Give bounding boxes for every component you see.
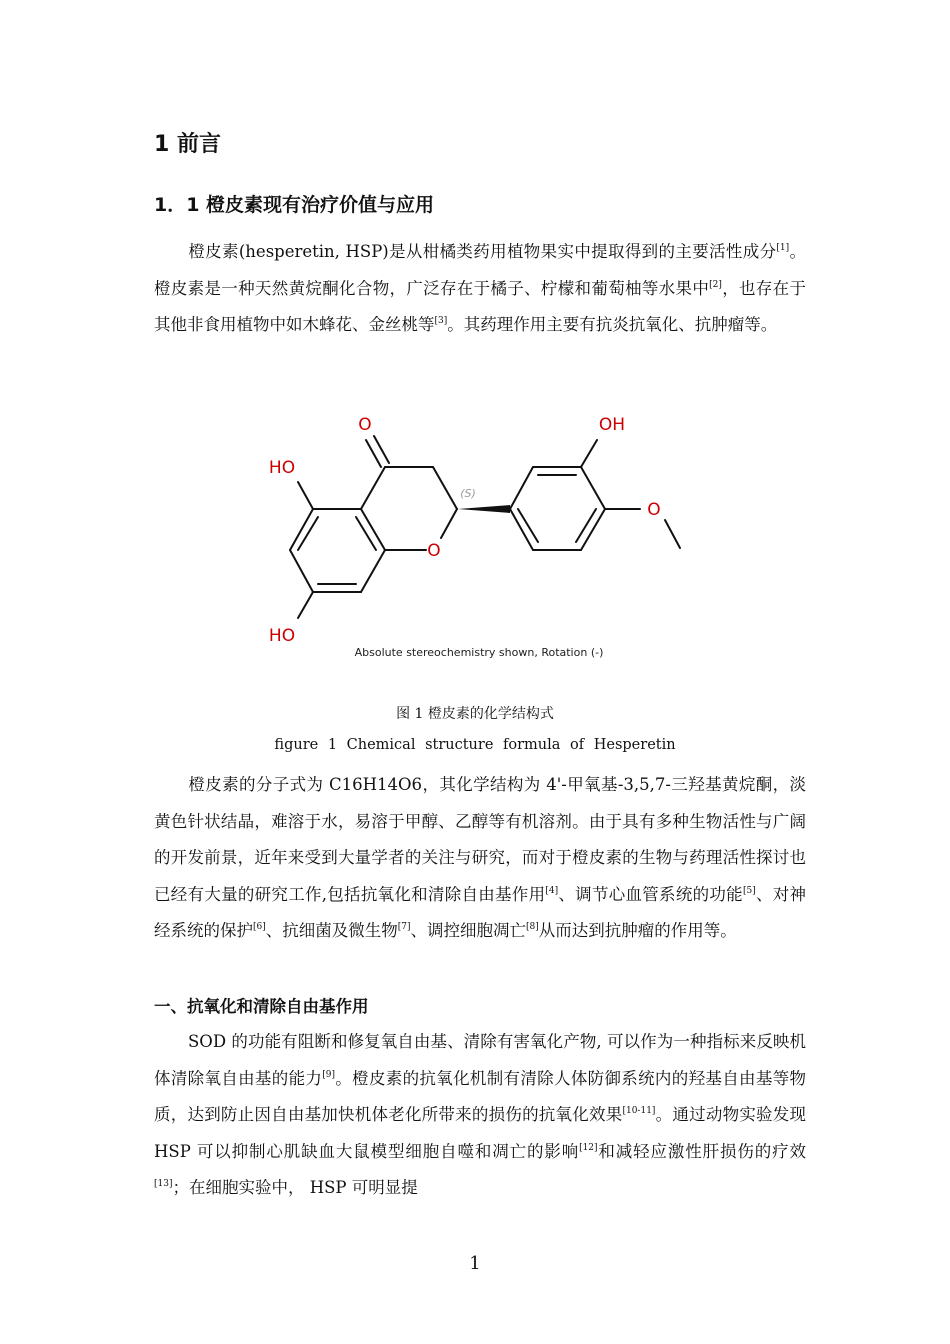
- methoxy-oxygen-label: O: [647, 500, 661, 520]
- citation-ref: [8]: [526, 922, 539, 932]
- citation-ref: [9]: [322, 1069, 335, 1080]
- text-run: 。其药理作用主要有抗炎抗氧化、抗肿瘤等。: [447, 315, 778, 334]
- text-run: 从而达到抗肿瘤的作用等。: [538, 921, 737, 940]
- subsection-heading: 1．1 橙皮素现有治疗价值与应用: [154, 194, 435, 216]
- hydroxyl-label: HO: [268, 626, 296, 646]
- text-run: 。橙皮素是一种天然黄烷酮化合物，广泛存在于橘子、柠檬和葡萄柚等水果中: [154, 242, 807, 298]
- hydroxyl-label: OH: [598, 415, 626, 435]
- citation-ref: [5]: [742, 885, 756, 896]
- page-number: 1: [469, 1253, 481, 1274]
- text-run: ；在细胞实验中， HSP 可明显提: [172, 1178, 418, 1197]
- citation-ref: [6]: [253, 922, 266, 932]
- paragraph-antioxidant: [154, 1024, 806, 1207]
- text-run: ，也存在于其他非食用植物中如木蜂花、金丝桃等: [154, 278, 807, 334]
- text-run: SOD 的功能有阻断和修复氧自由基、清除有害氧化产物, 可以作为一种指标来反映机体清除氧自由基的能力: [154, 1032, 806, 1088]
- ring-oxygen-label: O: [427, 541, 441, 561]
- paragraph-properties: [154, 767, 806, 950]
- text-run: 、调控细胞凋亡: [410, 921, 526, 940]
- text-run: 。通过动物实验发现 HSP 可以抑制心肌缺血大鼠模型细胞自噬和凋亡的影响: [154, 1105, 807, 1161]
- citation-ref: [10-11]: [622, 1106, 656, 1116]
- text-run: 。橙皮素的抗氧化机制有清除人体防御系统内的羟基自由基等物质，达到防止因自由基加快机体老化所带来的损伤的抗氧化效果: [154, 1068, 807, 1124]
- hesperetin-structure-figure: [262, 405, 688, 670]
- text-run: 橙皮素的分子式为 C16H14O6，其化学结构为 4'-甲氧基-3,5,7-三羟基黄烷酮，淡黄色针状结晶，难溶于水，易溶于甲醇、乙醇等有机溶剂。由于具有多种生物活性与广阔的开发前景，近年来受到大量学者的关注与研究，而对于橙皮素的生物与药理活性探讨也已经有大量的研究工作,包括抗氧化和清除自由基作用: [154, 775, 806, 904]
- text-run: 橙皮素(hesperetin, HSP)是从柑橘类药用植物果实中提取得到的主要活性成分: [188, 242, 777, 261]
- figure-caption-en: figure 1 Chemical structure formula of Hesperetin: [274, 737, 676, 753]
- text-run: 和减轻应激性肝损伤的疗效: [597, 1141, 806, 1161]
- text-run: 、调节心血管系统的功能: [558, 884, 743, 904]
- subsection-heading-antioxidant: 一、抗氧化和清除自由基作用: [154, 997, 369, 1016]
- citation-ref: [1]: [776, 243, 790, 253]
- citation-ref: [3]: [434, 316, 448, 326]
- stereo-label: (S): [460, 487, 476, 500]
- text-run: 、抗细菌及微生物: [265, 921, 398, 940]
- citation-ref: [12]: [579, 1142, 598, 1153]
- stereochemistry-note: Absolute stereochemistry shown, Rotation (-): [354, 646, 604, 659]
- carbonyl-oxygen-label: O: [358, 415, 372, 435]
- citation-ref: [7]: [397, 922, 411, 932]
- figure-caption-cn: 图 1 橙皮素的化学结构式: [396, 706, 554, 722]
- citation-ref: [13]: [154, 1179, 173, 1189]
- section-heading: 1 前言: [154, 132, 221, 157]
- citation-ref: [2]: [709, 279, 722, 290]
- paragraph-intro: [154, 234, 806, 344]
- text-run: 、对神经系统的保护: [154, 884, 807, 940]
- citation-ref: [4]: [545, 885, 559, 896]
- hydroxyl-label: HO: [268, 458, 296, 478]
